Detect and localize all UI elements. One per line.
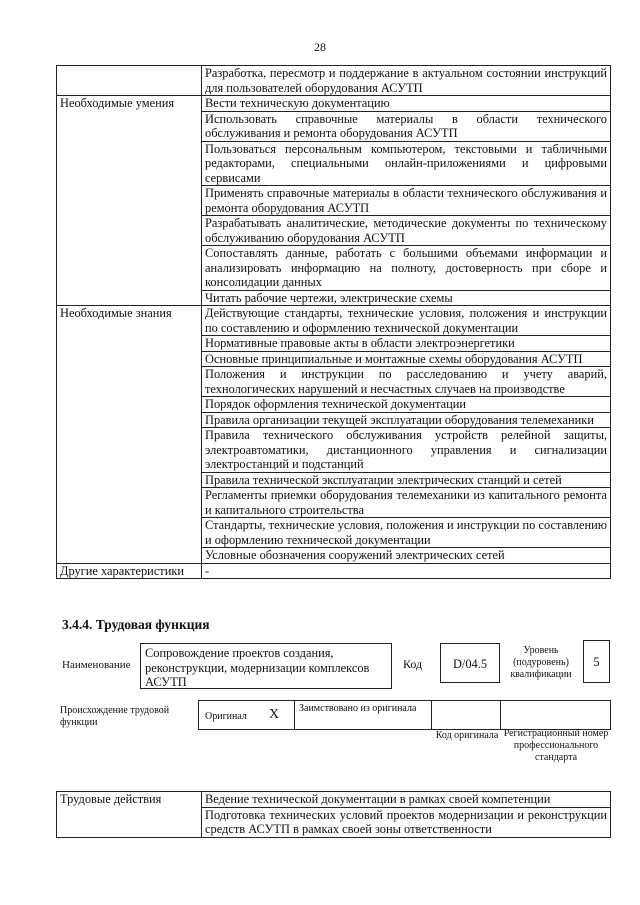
- row-item: Правила технического обслуживания устройств релейной защиты, электроавтоматики, дистанционного управления и сигнализации электростанций и подстанций: [202, 428, 611, 473]
- row-label: [57, 66, 202, 96]
- table-row: [57, 563, 611, 579]
- reg-number-label: Регистрационный номер профессионального стандарта: [503, 728, 609, 763]
- row-item: -: [202, 563, 611, 579]
- row-item: Разработка, пересмотр и поддержание в актуальном состоянии инструкций для пользователей оборудования АСУТП: [202, 66, 611, 96]
- section-title: 3.4.4. Трудовая функция: [62, 617, 210, 632]
- table-row: [57, 792, 611, 808]
- origin-label: Происхождение трудовой функции: [60, 705, 170, 728]
- row-item: Стандарты, технические условия, положения и инструкции по составлению и оформлению технической документации: [202, 518, 611, 548]
- row-item: Вести техническую документацию: [202, 96, 611, 112]
- row-label: Трудовые действия: [57, 792, 202, 838]
- row-label: Другие характеристики: [57, 563, 202, 579]
- name-label: Наименование: [62, 659, 131, 671]
- row-item: Регламенты приемки оборудования телемеханики из капитального ремонта и капитального строительства: [202, 488, 611, 518]
- row-item: Порядок оформления технической документации: [202, 397, 611, 413]
- row-item: Разрабатывать аналитические, методические документы по техническому обслуживанию оборудования АСУТП: [202, 216, 611, 246]
- row-item: Подготовка технических условий проектов модернизации и реконструкции средств АСУТП в рамках своей зоны ответственности: [202, 807, 611, 837]
- page-number: 28: [314, 40, 326, 54]
- row-label: Необходимые знания: [57, 306, 202, 564]
- row-item: Правила организации текущей эксплуатации оборудования телемеханики: [202, 412, 611, 428]
- row-item: Ведение технической документации в рамках своей компетенции: [202, 792, 611, 808]
- level-value: 5: [583, 640, 610, 683]
- function-code-value: D/04.5: [440, 643, 500, 683]
- row-item: Положения и инструкции по расследованию и учету аварий, технологических нарушений и несчастных случаев на производстве: [202, 367, 611, 397]
- table-row: [57, 66, 611, 96]
- row-item: Действующие стандарты, технические условия, положения и инструкции по составлению и оформлению технической документации: [202, 306, 611, 336]
- level-label: Уровень (подуровень) квалификации: [510, 645, 572, 680]
- row-item: Использовать справочные материалы в области технического обслуживания и ремонта оборудования АСУТП: [202, 111, 611, 141]
- original-label: Оригинал: [205, 711, 247, 722]
- reg-number-cell: [500, 700, 611, 730]
- row-item: Основные принципиальные и монтажные схемы оборудования АСУТП: [202, 351, 611, 367]
- row-item: Правила технической эксплуатации электрических станций и сетей: [202, 472, 611, 488]
- function-name-value: Сопровождение проектов создания, реконструкции, модернизации комплексов АСУТП: [140, 643, 392, 689]
- row-item: Условные обозначения сооружений электрических сетей: [202, 548, 611, 564]
- row-item: Нормативные правовые акты в области электроэнергетики: [202, 336, 611, 352]
- original-cell: [198, 700, 295, 730]
- competency-table: [56, 65, 611, 579]
- row-item: Сопоставлять данные, работать с большими объемами информации и анализировать информацию на полноту, достоверность при сборе и консолидации данных: [202, 246, 611, 291]
- row-item: Применять справочные материалы в области технического обслуживания и ремонта оборудования АСУТП: [202, 186, 611, 216]
- labor-actions-table: [56, 791, 611, 838]
- row-item: Читать рабочие чертежи, электрические схемы: [202, 290, 611, 306]
- table-row: [57, 306, 611, 336]
- code-original-cell: [431, 700, 501, 730]
- row-item: Пользоваться персональным компьютером, текстовыми и табличными редакторами, специальными онлайн-приложениями и цифровыми сервисами: [202, 141, 611, 186]
- table-row: [57, 96, 611, 112]
- row-label: Необходимые умения: [57, 96, 202, 306]
- original-mark: X: [269, 707, 280, 722]
- code-original-label: Код оригинала: [435, 730, 499, 741]
- code-label: Код: [403, 657, 423, 671]
- borrowed-cell: Заимствовано из оригинала: [294, 700, 432, 730]
